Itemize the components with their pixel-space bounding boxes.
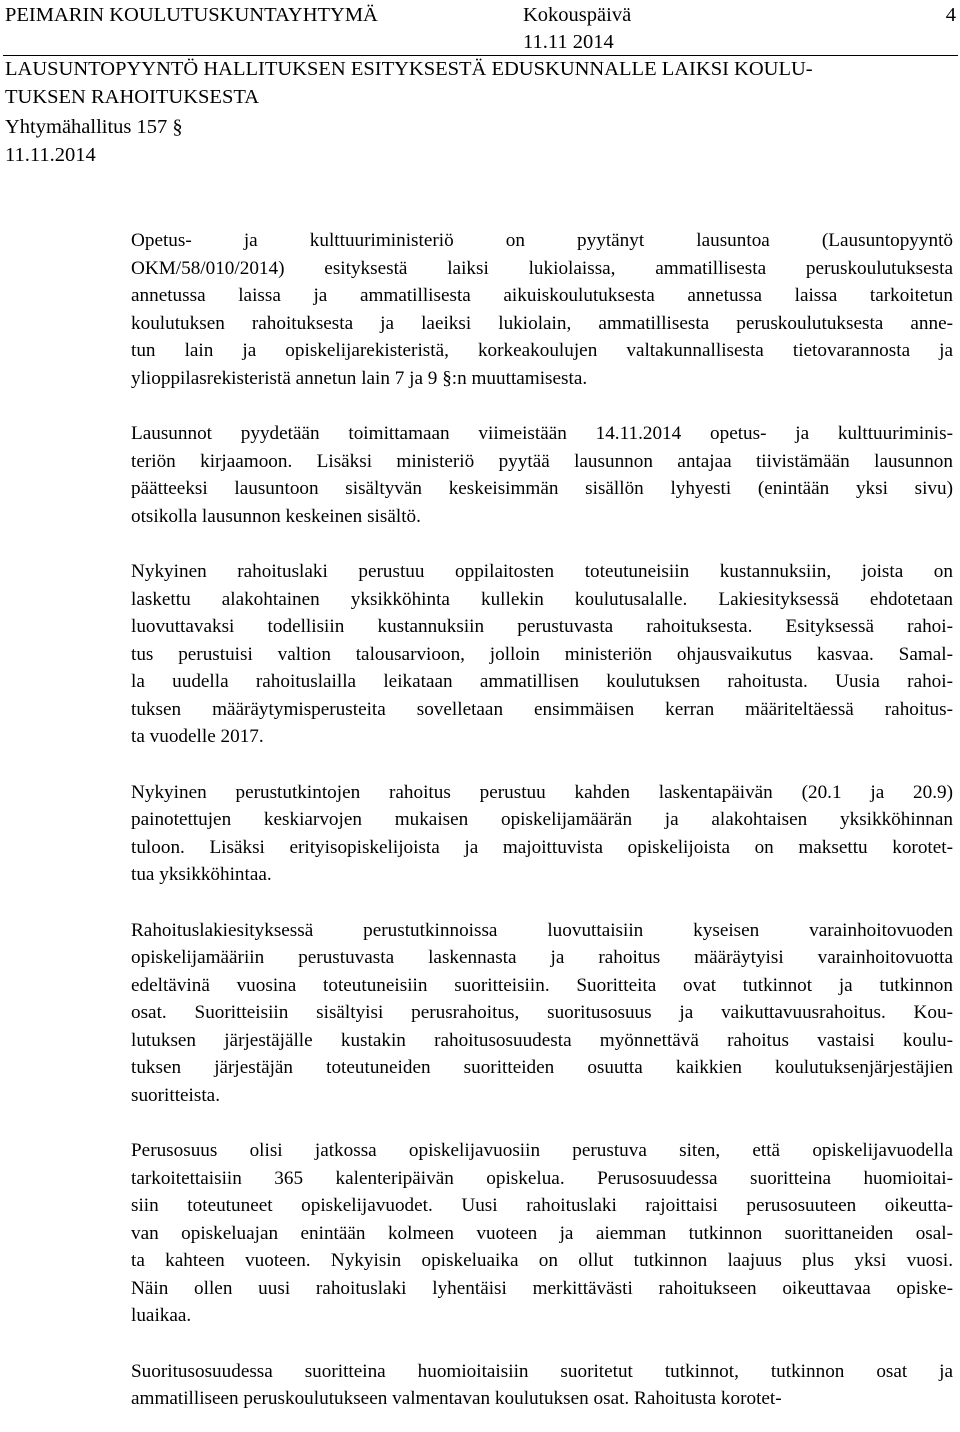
page-number: 4	[945, 4, 956, 26]
board-item-number: Yhtymähallitus 157 §	[5, 116, 183, 138]
text-line: luaikaa.	[131, 1305, 192, 1326]
paragraph	[131, 227, 953, 392]
text-line: van opiskeluajan enintään kolmeen vuoteen ja aiemman tutkinnon suorittaneiden osal-	[131, 1222, 953, 1244]
text-line: tuksen järjestäjän toteutuneiden suoritteiden osuutta kaikkien koulutuksenjärjestäjien	[131, 1057, 953, 1078]
text-line: ammatilliseen peruskoulutukseen valmentavan koulutuksen osat. Rahoitusta korotet-	[131, 1388, 782, 1409]
text-line: Nykyinen perustutkintojen rahoitus perustuu kahden laskentapäivän (20.1 ja 20.9)	[131, 781, 953, 803]
agenda-title-line-2: TUKSEN RAHOITUKSESTA	[5, 86, 260, 108]
text-line: ta kahteen vuoteen. Nykyisin opiskeluaika on ollut tutkinnon laajuus plus yksi vuosi.	[131, 1250, 953, 1271]
text-line: ylioppilasrekisteristä annetun lain 7 ja 9 §:n muuttamisesta.	[131, 367, 588, 389]
paragraph	[131, 1358, 953, 1413]
text-line: luovuttavaksi todellisiin kustannuksiin perustuvasta rahoituksesta. Esityksessä rahoi-	[131, 616, 953, 637]
header-divider	[3, 55, 958, 56]
text-line: annetussa laissa ja ammatillisesta aikuiskoulutuksesta annetussa laissa tarkoitetun	[131, 285, 953, 306]
text-line: Lausunnot pyydetään toimittamaan viimeistään 14.11.2014 opetus- ja kulttuuriminis-	[131, 423, 953, 444]
text-line: siin toteutuneet opiskelijavuodet. Uusi rahoituslaki rajoittaisi perusosuuteen oikeutta-	[131, 1195, 953, 1216]
text-line: teriön kirjaamoon. Lisäksi ministeriö pyytää lausunnon antajaa tiivistämään lausunnon	[131, 450, 953, 472]
text-line: OKM/58/010/2014) esityksestä laiksi lukiolaissa, ammatillisesta peruskoulutuksesta	[131, 257, 953, 279]
text-line: la uudella rahoituslailla leikataan ammatillisen koulutuksen rahoitusta. Uusia rahoi-	[131, 671, 953, 692]
paragraph	[131, 779, 953, 889]
text-line: tarkoitettaisiin 365 kalenteripäivän opiskelua. Perusosuudessa suoritteina huomioitai-	[131, 1167, 953, 1189]
meeting-date-label: Kokouspäivä	[523, 4, 632, 26]
text-line: ta vuodelle 2017.	[131, 726, 264, 747]
paragraph	[131, 1137, 953, 1330]
organization-name: PEIMARIN KOULUTUSKUNTAYHTYMÄ	[5, 4, 378, 26]
text-line: painotettujen keskiarvojen mukaisen opiskelijamäärän ja alakohtaisen yksikköhinnan	[131, 809, 953, 830]
paragraph	[131, 917, 953, 1110]
text-line: tua yksikköhintaa.	[131, 864, 272, 885]
text-line: tun lain ja opiskelijarekisteristä, korkeakoulujen valtakunnallisesta tietovarannosta ja	[131, 340, 953, 361]
text-line: Rahoituslakiesityksessä perustutkinnoissa luovuttaisiin kyseisen varainhoitovuoden	[131, 919, 953, 941]
agenda-title-line-1: LAUSUNTOPYYNTÖ HALLITUKSEN ESITYKSESTÄ EDUSKUNNALLE LAIKSI KOULU-	[5, 58, 813, 80]
text-line: päätteeksi lausuntoon sisältyvän keskeisimmän sisällön lyhyesti (enintään yksi sivu)	[131, 478, 953, 499]
text-line: Näin ollen uusi rahoituslaki lyhentäisi merkittävästi rahoitukseen oikeuttavaa opiske-	[131, 1277, 953, 1299]
paragraph	[131, 420, 953, 530]
text-line: suoritteista.	[131, 1084, 220, 1106]
meeting-date: 11.11 2014	[523, 31, 614, 53]
text-line: koulutuksen rahoituksesta ja laeiksi lukiolain, ammatillisesta peruskoulutuksesta anne-	[131, 312, 953, 334]
text-line: tus perustuisi valtion talousarvioon, jolloin ministeriön ohjausvaikutus kasvaa. Samal-	[131, 643, 953, 665]
text-line: Nykyinen rahoituslaki perustuu oppilaitosten toteutuneisiin kustannuksiin, joista on	[131, 561, 953, 582]
text-line: osat. Suoritteisiin sisältyisi perusrahoitus, suoritusosuus ja vaikuttavuusrahoitus. Kou-	[131, 1002, 953, 1023]
document-body	[131, 227, 953, 1413]
text-line: otsikolla lausunnon keskeinen sisältö.	[131, 505, 421, 527]
text-line: lutuksen järjestäjälle kustakin rahoitusosuudesta myönnettävä rahoitus vastaisi koulu-	[131, 1029, 953, 1051]
paragraph	[131, 558, 953, 751]
text-line: Perusosuus olisi jatkossa opiskelijavuosiin perustuva siten, että opiskelijavuodella	[131, 1140, 953, 1161]
text-line: tuksen määräytymisperusteita sovelletaan ensimmäisen kerran määriteltäessä rahoitus-	[131, 698, 953, 720]
text-line: opiskelijamääriin perustuvasta laskennasta ja rahoitus määräytyisi varainhoitovuotta	[131, 947, 953, 968]
text-line: Opetus- ja kulttuuriministeriö on pyytänyt lausuntoa (Lausuntopyyntö	[131, 230, 953, 251]
text-line: tuloon. Lisäksi erityisopiskelijoista ja majoittuvista opiskelijoista on maksettu korotet-	[131, 836, 953, 858]
text-line: edeltävinä vuosina toteutuneisiin suoritteisiin. Suoritteita ovat tutkinnot ja tutkinnon	[131, 974, 953, 996]
agenda-date: 11.11.2014	[5, 144, 96, 166]
text-line: laskettu alakohtainen yksikköhinta kullekin koulutusalalle. Lakiesityksessä ehdotetaan	[131, 588, 953, 610]
text-line: Suoritusosuudessa suoritteina huomioitaisiin suoritetut tutkinnot, tutkinnon osat ja	[131, 1360, 953, 1382]
